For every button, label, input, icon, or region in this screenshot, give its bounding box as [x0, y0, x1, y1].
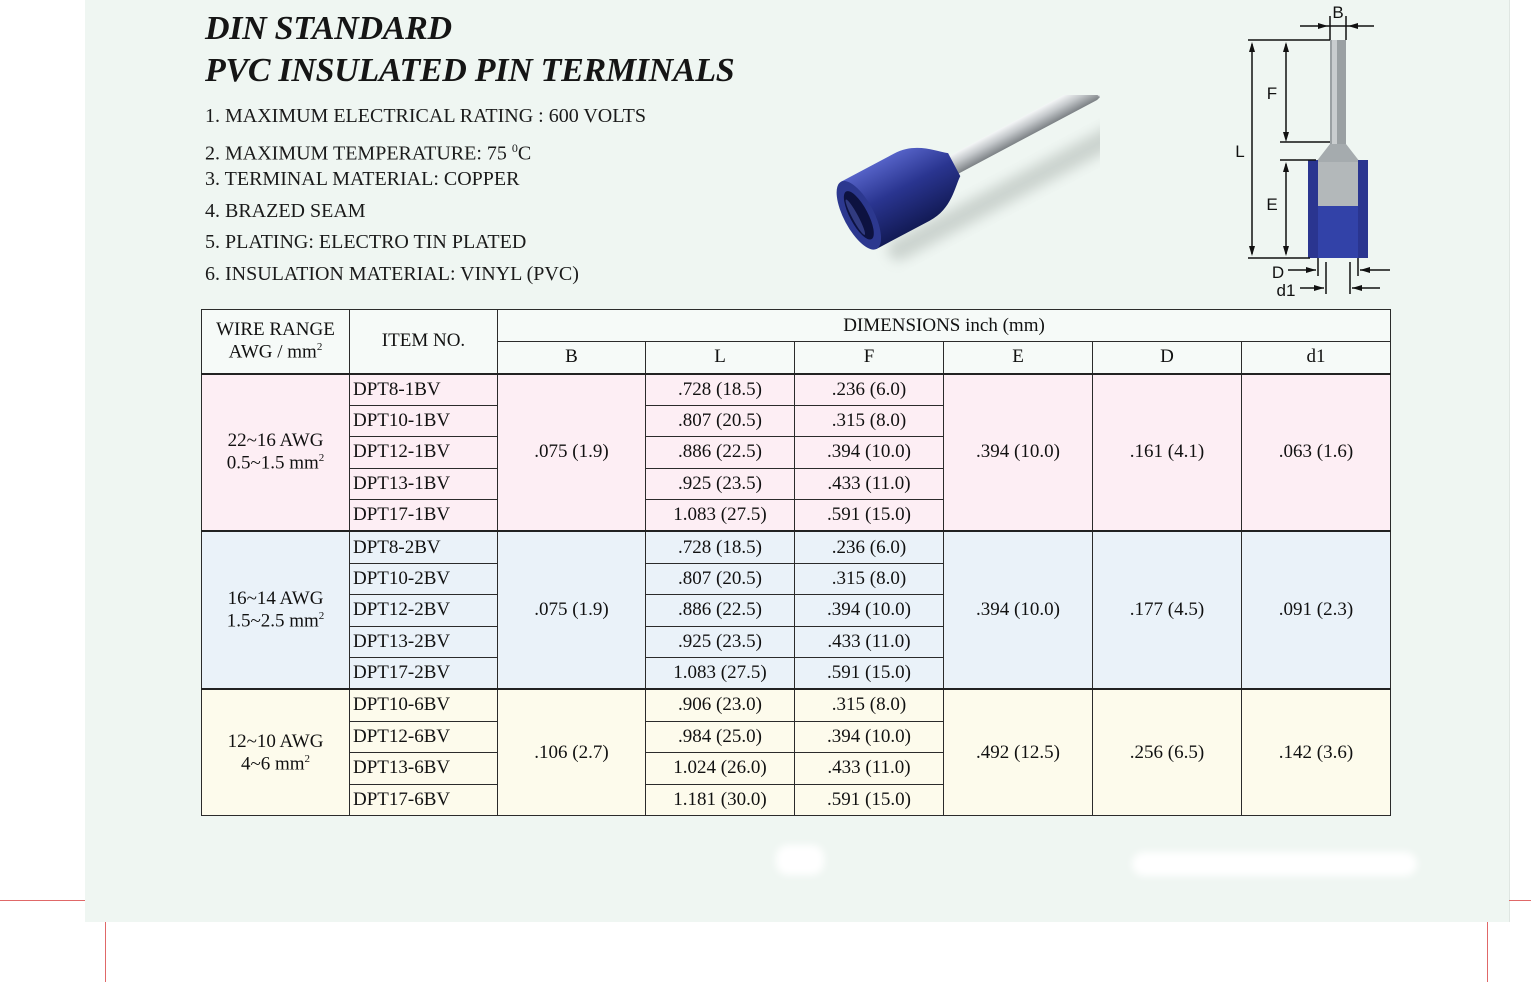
wire-range-cell: 22~16 AWG 0.5~1.5 $mm^2$ — [202, 374, 350, 532]
item-no-cell: DPT10-1BV — [350, 405, 498, 437]
dim-f-cell: .394 (10.0) — [795, 721, 944, 753]
blurred-mark — [1132, 852, 1417, 876]
dim-l-cell: 1.024 (26.0) — [646, 753, 795, 785]
dimension-diagram — [1220, 0, 1400, 300]
dim-f-cell: .315 (8.0) — [795, 405, 944, 437]
dim-f-cell: .236 (6.0) — [795, 374, 944, 406]
dim-l-cell: .906 (23.0) — [646, 689, 795, 721]
title-line-1: DIN STANDARD — [205, 10, 452, 47]
temp-superscript: 0 — [511, 140, 518, 155]
crop-mark — [0, 900, 85, 901]
group-12-10-awg — [202, 689, 1391, 815]
diagram-label-l: L — [1235, 142, 1245, 161]
dim-b-cell: .106 (2.7) — [498, 689, 646, 815]
dim-l-cell: .728 (18.5) — [646, 374, 795, 406]
dim-d-cell: .161 (4.1) — [1093, 374, 1242, 532]
spec-item: 3. TERMINAL MATERIAL: COPPER — [205, 168, 520, 190]
dim-f-cell: .315 (8.0) — [795, 563, 944, 595]
dim-e-cell: .492 (12.5) — [944, 689, 1093, 815]
header-wire-range: WIRE RANGE AWG / $mm^2$ — [202, 310, 350, 374]
header-col-e: E — [944, 342, 1093, 374]
dim-l-cell: .807 (20.5) — [646, 405, 795, 437]
dim-b-cell: .075 (1.9) — [498, 531, 646, 689]
wire-range-cell: 16~14 AWG 1.5~2.5 $mm^2$ — [202, 531, 350, 689]
dim-l-cell: 1.083 (27.5) — [646, 500, 795, 532]
dim-l-cell: .886 (22.5) — [646, 595, 795, 627]
dimensions-table — [201, 309, 1391, 816]
dim-f-cell: .433 (11.0) — [795, 468, 944, 500]
crop-mark — [105, 922, 106, 982]
group-16-14-awg — [202, 531, 1391, 689]
header-col-d: D — [1093, 342, 1242, 374]
dim-f-cell: .433 (11.0) — [795, 753, 944, 785]
item-no-cell: DPT12-1BV — [350, 437, 498, 469]
pin-terminal-photo — [800, 95, 1100, 310]
dim-f-cell: .394 (10.0) — [795, 595, 944, 627]
diagram-label-d1: d1 — [1276, 281, 1296, 300]
item-no-cell: DPT17-1BV — [350, 500, 498, 532]
header-col-l: L — [646, 342, 795, 374]
item-no-cell: DPT17-6BV — [350, 784, 498, 816]
item-no-cell: DPT12-2BV — [350, 595, 498, 627]
table-row — [202, 689, 1391, 721]
diagram-label-d: D — [1271, 263, 1285, 282]
dim-f-cell: .591 (15.0) — [795, 784, 944, 816]
spec-item: 4. BRAZED SEAM — [205, 199, 366, 222]
item-no-cell: DPT17-2BV — [350, 658, 498, 690]
item-no-cell: DPT10-2BV — [350, 563, 498, 595]
spec-item: 1. MAXIMUM ELECTRICAL RATING : 600 VOLTS — [205, 105, 646, 127]
dim-d-cell: .177 (4.5) — [1093, 531, 1242, 689]
dim-e-cell: .394 (10.0) — [944, 531, 1093, 689]
table-row — [202, 531, 1391, 563]
page-title — [205, 8, 734, 92]
spec-item: 2. MAXIMUM TEMPERATURE: 75 $^0$C — [205, 140, 532, 165]
item-no-cell: DPT10-6BV — [350, 689, 498, 721]
blurred-mark — [776, 845, 824, 875]
crop-mark — [1487, 922, 1488, 982]
item-no-cell: DPT13-1BV — [350, 468, 498, 500]
spec-list — [205, 102, 646, 291]
dim-f-cell: .591 (15.0) — [795, 500, 944, 532]
item-no-cell: DPT8-2BV — [350, 531, 498, 563]
item-no-cell: DPT8-1BV — [350, 374, 498, 406]
dim-l-cell: .925 (23.5) — [646, 468, 795, 500]
group-22-16-awg — [202, 374, 1391, 532]
diagram-label-f: F — [1266, 84, 1278, 103]
dim-f-cell: .394 (10.0) — [795, 437, 944, 469]
dim-e-cell: .394 (10.0) — [944, 374, 1093, 532]
dim-l-cell: 1.181 (30.0) — [646, 784, 795, 816]
dim-l-cell: .728 (18.5) — [646, 531, 795, 563]
dim-d1-cell: .063 (1.6) — [1242, 374, 1391, 532]
header-col-d1: d1 — [1242, 342, 1391, 374]
item-no-cell: DPT13-6BV — [350, 753, 498, 785]
table-row — [202, 374, 1391, 406]
crop-mark — [1509, 900, 1531, 901]
dim-d1-cell: .142 (3.6) — [1242, 689, 1391, 815]
temp-unit: C — [517, 142, 532, 165]
dim-f-cell: .315 (8.0) — [795, 689, 944, 721]
dim-f-cell: .591 (15.0) — [795, 658, 944, 690]
dim-l-cell: .807 (20.5) — [646, 563, 795, 595]
dim-d-cell: .256 (6.5) — [1093, 689, 1242, 815]
header-col-b: B — [498, 342, 646, 374]
dim-l-cell: .886 (22.5) — [646, 437, 795, 469]
dim-d1-cell: .091 (2.3) — [1242, 531, 1391, 689]
diagram-label-e: E — [1266, 195, 1278, 214]
diagram-label-b: B — [1332, 3, 1344, 22]
item-no-cell: DPT12-6BV — [350, 721, 498, 753]
wire-range-cell: 12~10 AWG 4~6 $mm^2$ — [202, 689, 350, 815]
header-dimensions: DIMENSIONS inch (mm) — [498, 310, 1391, 342]
item-no-cell: DPT13-2BV — [350, 626, 498, 658]
dim-b-cell: .075 (1.9) — [498, 374, 646, 532]
spec-item: 5. PLATING: ELECTRO TIN PLATED — [205, 231, 527, 253]
dim-f-cell: .433 (11.0) — [795, 626, 944, 658]
dim-l-cell: .984 (25.0) — [646, 721, 795, 753]
header-col-f: F — [795, 342, 944, 374]
title-line-2: PVC INSULATED PIN TERMINALS — [205, 52, 735, 89]
header-item-no: ITEM NO. — [350, 310, 498, 374]
dim-f-cell: .236 (6.0) — [795, 531, 944, 563]
dim-l-cell: .925 (23.5) — [646, 626, 795, 658]
spec-item: 6. INSULATION MATERIAL: VINYL (PVC) — [205, 262, 579, 285]
dim-l-cell: 1.083 (27.5) — [646, 658, 795, 690]
